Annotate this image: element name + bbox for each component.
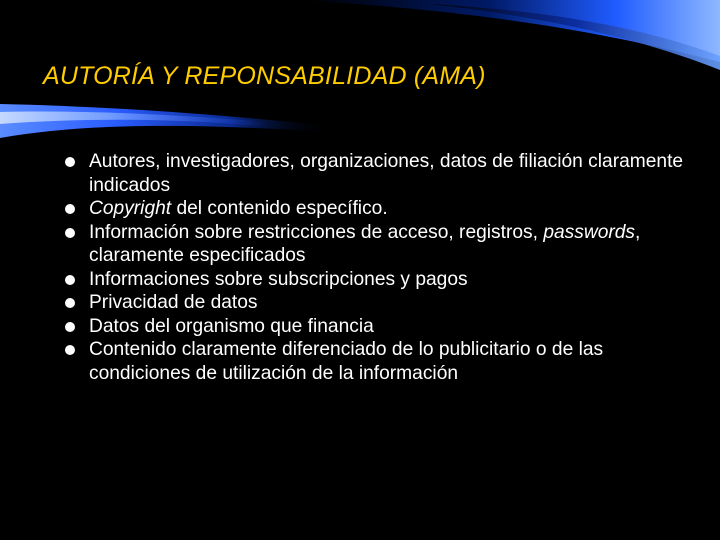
bullet-text: , claramente especificados	[89, 221, 641, 266]
bullet-icon	[65, 157, 75, 167]
list-item	[64, 338, 684, 385]
list-item	[64, 291, 684, 315]
bullet-text: Contenido claramente diferenciado de lo publicitario o de las condiciones de utilización de la información	[89, 339, 604, 384]
list-item	[64, 221, 684, 268]
bullet-text: Informaciones sobre subscripciones y pagos	[89, 268, 468, 290]
swoosh-top-band	[300, 0, 720, 62]
slide-title: AUTORÍA Y REPONSABILIDAD (AMA)	[43, 62, 486, 90]
list-item	[64, 315, 684, 339]
list-item	[64, 268, 684, 292]
list-item	[64, 150, 684, 197]
bullet-text-emphasis: Copyright	[89, 198, 172, 219]
bullet-text: Autores, investigadores, organizaciones, datos de filiación claramente indicados	[89, 151, 684, 196]
bullet-icon	[65, 275, 75, 285]
bullet-text: Privacidad de datos	[89, 292, 258, 313]
bullet-icon	[65, 228, 75, 238]
bullet-list	[64, 150, 684, 385]
bullet-text: Información sobre restricciones de acceso, registros,	[89, 221, 544, 243]
bullet-icon	[65, 204, 75, 214]
list-item	[64, 197, 684, 221]
bullet-icon	[65, 322, 75, 332]
bullet-text: Datos del organismo que financia	[89, 315, 374, 337]
bullet-icon	[65, 345, 75, 355]
bullet-text-emphasis: passwords	[543, 221, 636, 243]
bullet-text: del contenido específico.	[171, 198, 388, 219]
bullet-icon	[65, 298, 75, 308]
